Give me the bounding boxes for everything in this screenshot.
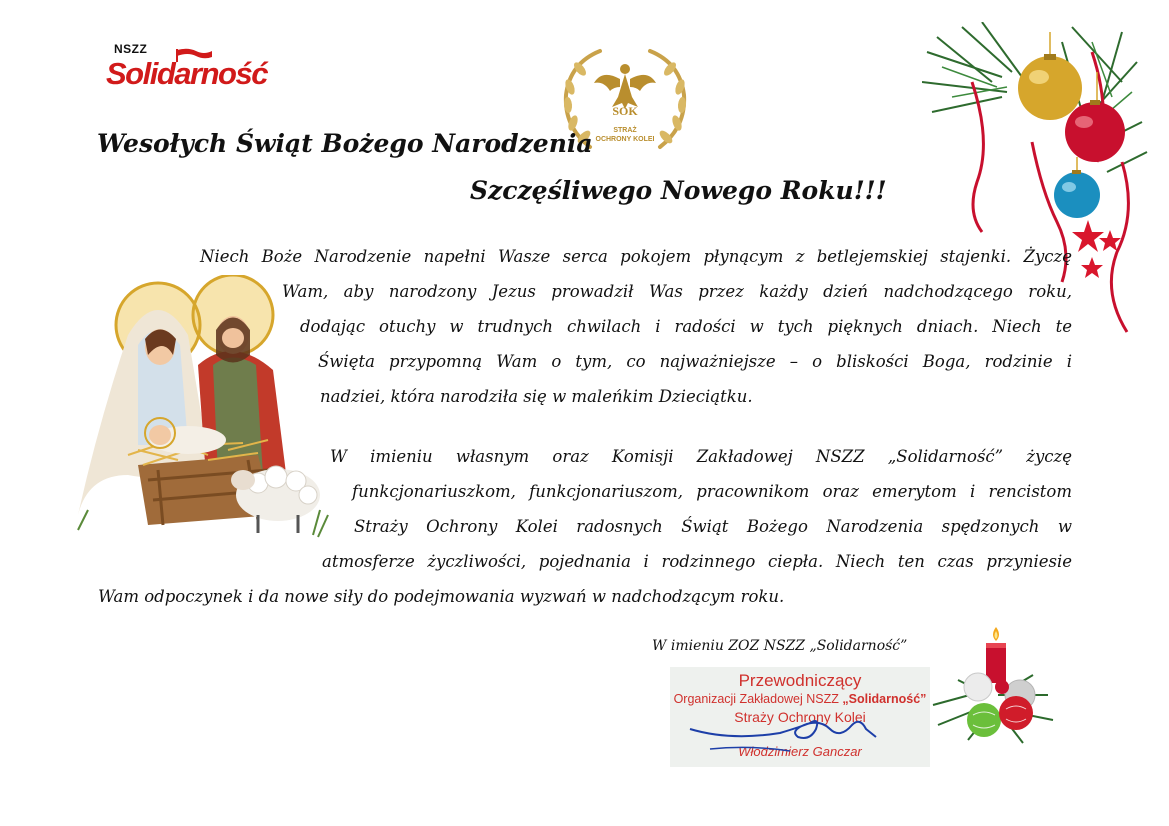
stamp-unit: Straży Ochrony Kolei (734, 709, 866, 725)
solidarnosc-logo (104, 42, 267, 98)
paragraph2-line: atmosferze życzliwości, pojednania i rodzinnego ciepła. Niech ten czas przyniesie (322, 552, 1072, 571)
greeting-heading-christmas: Wesołych Świąt Bożego Narodzenia (97, 129, 593, 158)
chairman-stamp (670, 667, 930, 767)
stamp-organization-text: Organizacji Zakładowej NSZZ (673, 692, 843, 706)
emblem-line2: OCHRONY KOLEI (595, 136, 655, 143)
paragraph2-line: funkcjonariuszkom, funkcjonariuszom, pracownikom oraz emerytom i rencistom (352, 482, 1072, 501)
paragraph1-line: dodając otuchy w trudnych chwilach i radości w tych pięknych dniach. Niech te (300, 317, 1072, 336)
paragraph1-line: Wam, aby narodzony Jezus prowadził Was przez każdy dzień nadchodzącego roku, (282, 282, 1072, 301)
paragraph2-line: Wam odpoczynek i da nowe siły do podejmowania wyzwań w nadchodzącym roku. (98, 587, 785, 606)
paragraph1-line: nadziei, która narodziła się w maleńkim Dzieciątku. (320, 387, 753, 406)
stamp-solidarnosc: „Solidarność” (842, 692, 927, 706)
emblem-line1: STRAŻ (613, 127, 637, 134)
nativity-illustration (68, 275, 330, 555)
emblem-initials: SOK (612, 104, 638, 118)
christmas-candle-decoration (928, 625, 1058, 750)
logo-nszz-text: NSZZ (114, 42, 148, 56)
paragraph2-line: W imieniu własnym oraz Komisji Zakładowej NSZZ „Solidarność” życzę (330, 447, 1072, 466)
signature-caption: W imieniu ZOZ NSZZ „Solidarność” (652, 638, 908, 654)
stamp-title: Przewodniczący (738, 671, 862, 690)
paragraph1-line: Święta przypomną Wam o tym, co najważniejsze – o bliskości Boga, rodzinie i (318, 352, 1072, 371)
greeting-heading-new-year: Szczęśliwego Nowego Roku!!! (470, 176, 887, 205)
paragraph1-line: Niech Boże Narodzenie napełni Wasze serca pokojem płynącym z betlejemskiej stajenki. Życzę (200, 247, 1072, 266)
stamp-name: Włodzimierz Ganczar (738, 744, 862, 759)
handwritten-signature (670, 667, 930, 767)
logo-wordmark: Solidarność (106, 56, 267, 91)
paragraph2-line: Straży Ochrony Kolei radosnych Świąt Bożego Narodzenia spędzonych w (354, 517, 1072, 536)
